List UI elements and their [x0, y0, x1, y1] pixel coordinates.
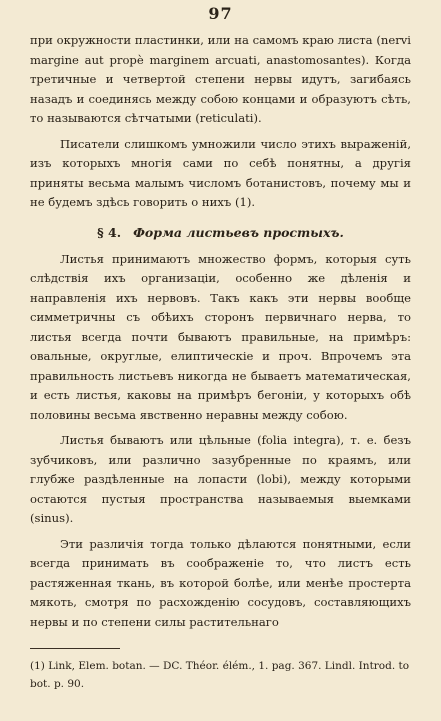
page-number: 97 [208, 4, 233, 23]
paragraph-3: Листья принимаютъ множество формъ, которыя суть слѣдствія ихъ организаціи, особенно же дѣленія и направленія ихъ нервовъ. Такъ какъ эти нервы вообще симметричны съ обѣихъ сторонъ первичнаго нерва, то листья всегда почти бываютъ правильные, на примѣръ: овальные, округлые, елиптическіе и проч. Впрочемъ эта правильность листьевъ никогда не бываетъ математическая, и есть листья, каковы на примѣръ бегоніи, у которыхъ обѣ половины весьма явственно неравны между собою. [30, 251, 411, 422]
footnote: (1) Link, Elem. botan. — DC. Théor. élém., 1. pag. 367. Lindl. Introd. to bot. p. 90. [30, 660, 410, 690]
section-number: § 4. [97, 224, 122, 240]
paragraph-4: Листья бываютъ или цѣльные (folia integra), т. е. безъ зубчиковъ, или различно зазубренные по краямъ, или глубже раздѣленные на лопасти (lobi), между которыми остаются пустыя пространства называемыя выемками (sinus). [30, 433, 411, 525]
paragraph-2: Писатели слишкомъ умножили число этихъ выраженій, изъ которыхъ многія сами по себѣ понятны, а другія приняты весьма малымъ числомъ ботанистовъ, почему мы и не будемъ здѣсь говорить о нихъ (1). [30, 136, 411, 209]
section-heading [30, 225, 411, 240]
paragraph-1: при окружности пластинки, или на самомъ краю листа (nervi margine aut propè marginem arcuati, anastomosantes). Когда третичные и четвертой степени нервы идутъ, загибаясь назадъ и соединясь между собою концами и образуютъ сѣть, то называются сѣтчатыми (reticulati). [30, 33, 411, 125]
footnote-divider [30, 648, 120, 649]
section-title: Форма листьевъ простыхъ. [133, 224, 344, 240]
paragraph-5: Эти различія тогда только дѣлаются понятными, если всегда принимать въ соображеніе то, что листъ есть растяженная ткань, въ которой болѣе, или менѣе простерта мякоть, смотря по расхожденію сосудовъ, составляющихъ нервы и по степени силы растительнаго [30, 536, 411, 629]
